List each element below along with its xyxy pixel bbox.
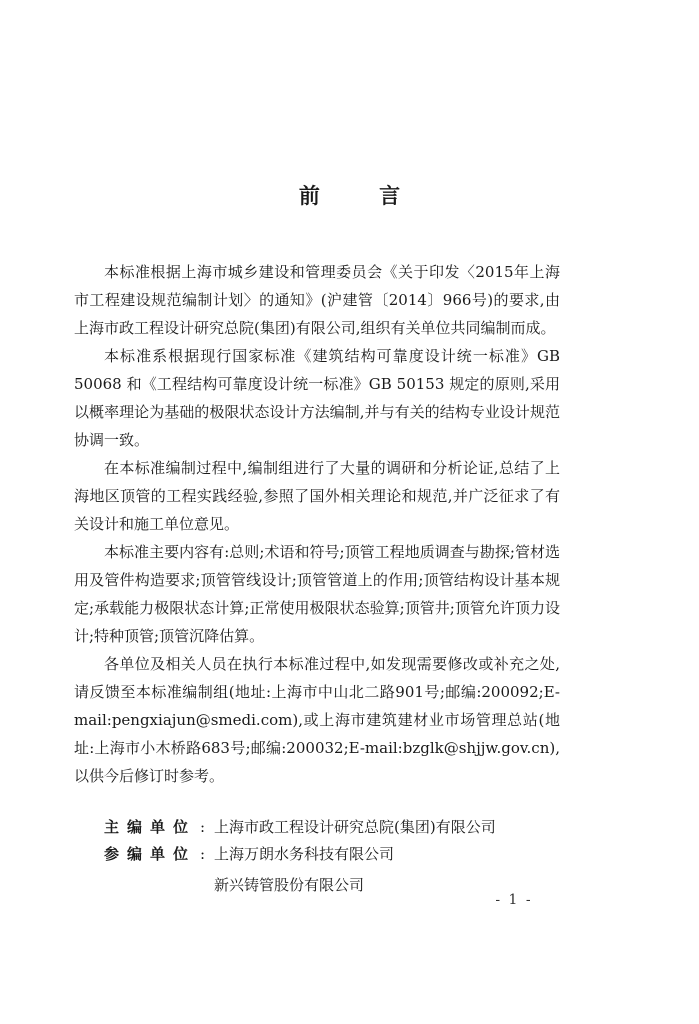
chief-editor-row [104, 814, 584, 841]
preface-paragraph-2: 本标准系根据现行国家标准《建筑结构可靠度设计统一标准》GB 50068 和《工程结构可靠度设计统一标准》GB 50153 规定的原则,采用以概率理论为基础的极限状态设计方法编制,并与有关的结构专业设计规范协调一致。 [74, 347, 560, 449]
participant-editor-colon: : [200, 845, 206, 863]
chief-editor-value: 上海市政工程设计研究总院(集团)有限公司 [214, 818, 496, 836]
preface-body [74, 258, 560, 790]
preface-paragraph-3: 在本标准编制过程中,编制组进行了大量的调研和分析论证,总结了上海地区顶管的工程实践经验,参照了国外相关理论和规范,并广泛征求了有关设计和施工单位意见。 [74, 459, 560, 533]
participant-editor-label: 参编单位 [104, 845, 197, 863]
participant-editor-value-2: 新兴铸管股份有限公司 [214, 876, 365, 894]
chief-editor-label: 主编单位 [104, 818, 197, 836]
page-number: - 1 - [495, 892, 533, 908]
chief-editor-colon: : [200, 818, 206, 836]
preface-paragraph-1: 本标准根据上海市城乡建设和管理委员会《关于印发〈2015年上海市工程建设规范编制计划〉的通知》(沪建管〔2014〕966号)的要求,由上海市政工程设计研究总院(集团)有限公司,组织有关单位共同编制而成。 [74, 263, 560, 337]
preface-paragraph-5: 各单位及相关人员在执行本标准过程中,如发现需要修改或补充之处,请反馈至本标准编制组(地址:上海市中山北二路901号;邮编:200092;E-mail:pengxiajun@smedi.com),或上海市建筑建材业市场管理总站(地址:上海市小木桥路683号;邮编:200032;E-mail:bzglk@shjjw.gov.cn),以供今后修订时参考。 [74, 655, 560, 785]
participant-editor-value-1: 上海万朗水务科技有限公司 [214, 845, 395, 863]
participant-editor-row [104, 841, 584, 868]
preface-paragraph-4: 本标准主要内容有:总则;术语和符号;顶管工程地质调查与勘探;管材选用及管件构造要求;顶管管线设计;顶管管道上的作用;顶管结构设计基本规定;承载能力极限状态计算;正常使用极限状态验算;顶管井;顶管允许顶力设计;特种顶管;顶管沉降估算。 [74, 543, 560, 645]
credits-block [104, 814, 584, 899]
page-title: 前 言 [298, 183, 427, 208]
